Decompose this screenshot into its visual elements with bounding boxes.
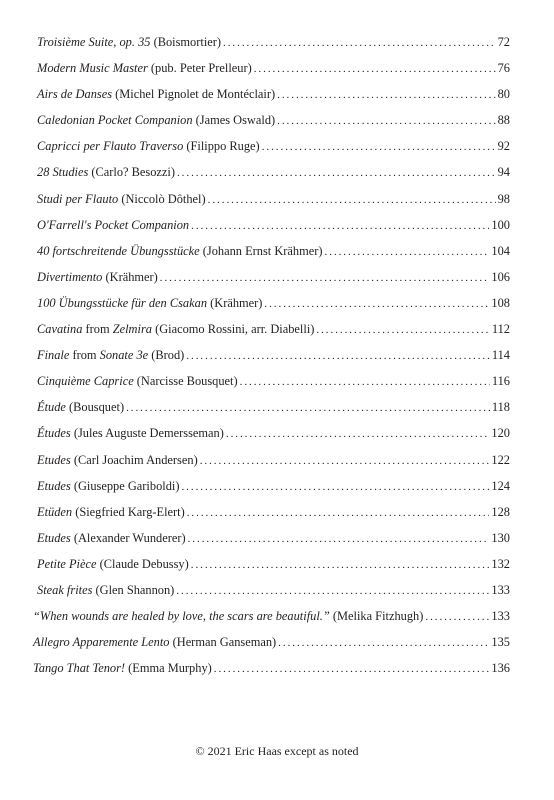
toc-entry-title xyxy=(37,269,158,285)
dot-leader xyxy=(262,139,496,155)
toc-entry-title xyxy=(37,164,175,180)
toc-entry xyxy=(37,425,510,451)
toc-entry-title xyxy=(37,34,221,50)
page-number: 118 xyxy=(491,400,510,415)
work-title: Allegro Apparemente Lento xyxy=(33,635,170,650)
dot-leader xyxy=(223,35,496,51)
dot-leader xyxy=(325,244,490,260)
dot-leader xyxy=(316,322,489,338)
work-credit: (Krähmer) xyxy=(207,295,263,310)
work-title: Capricci per Flauto Traverso xyxy=(37,139,184,154)
toc-entry-title xyxy=(37,556,189,572)
work-title: Steak frites xyxy=(37,582,93,597)
page-number: 133 xyxy=(491,582,510,597)
toc-entry xyxy=(33,608,510,634)
work-title: Caledonian Pocket Companion xyxy=(37,113,193,128)
toc-entry xyxy=(37,269,510,295)
page-number: 88 xyxy=(497,113,510,128)
work-credit: from xyxy=(82,322,113,337)
work-credit: (Carl Joachim Andersen) xyxy=(70,452,198,467)
dot-leader xyxy=(191,557,490,573)
dot-leader xyxy=(214,661,490,677)
work-title: Etüden xyxy=(37,504,73,519)
work-title: Sonate 3e xyxy=(99,348,149,363)
toc-entry xyxy=(37,295,510,321)
toc-entry xyxy=(33,660,510,686)
dot-leader xyxy=(278,635,489,651)
page-number: 100 xyxy=(491,217,510,232)
toc-entry-title xyxy=(33,608,423,624)
work-credit: (James Oswald) xyxy=(192,113,276,128)
page-number: 136 xyxy=(491,661,510,676)
toc-entry xyxy=(37,138,510,164)
toc-entry-title xyxy=(37,399,124,415)
toc-entry-title xyxy=(37,425,224,441)
toc-entry-title xyxy=(37,530,186,546)
page-number: 114 xyxy=(491,348,510,363)
toc-entry xyxy=(37,347,510,373)
toc-entry-title xyxy=(37,478,179,494)
work-credit: (Herman Ganseman) xyxy=(169,635,277,650)
page-number: 104 xyxy=(491,243,510,258)
toc-entry-title xyxy=(37,347,184,363)
work-credit: from xyxy=(69,348,100,363)
page-number: 80 xyxy=(497,87,510,102)
toc-entry xyxy=(37,321,510,347)
toc-entry-title xyxy=(37,191,206,207)
page-number: 130 xyxy=(491,530,510,545)
page-number: 124 xyxy=(491,478,510,493)
work-credit: (Michel Pignolet de Montéclair) xyxy=(112,87,276,102)
page-number: 120 xyxy=(491,426,510,441)
toc-entry xyxy=(37,34,510,60)
dot-leader xyxy=(208,192,496,208)
toc-entry xyxy=(37,556,510,582)
page-number: 122 xyxy=(491,452,510,467)
dot-leader xyxy=(177,165,496,181)
work-title: Studi per Flauto xyxy=(37,191,119,206)
toc-entry xyxy=(37,452,510,478)
copyright-footer: © 2021 Eric Haas except as noted xyxy=(195,744,359,758)
work-credit: (Filippo Ruge) xyxy=(183,139,260,154)
work-credit: (Glen Shannon) xyxy=(92,582,175,597)
page-number: 135 xyxy=(491,635,510,650)
dot-leader xyxy=(277,87,495,103)
dot-leader xyxy=(186,348,490,364)
work-credit: (pub. Peter Prelleur) xyxy=(147,61,252,76)
work-credit: (Boismortier) xyxy=(150,35,222,49)
toc-entry-title xyxy=(37,243,323,259)
work-credit: (Brod) xyxy=(148,348,185,363)
toc-entry-title xyxy=(37,582,174,598)
work-credit: (Johann Ernst Krähmer) xyxy=(199,243,323,258)
toc-entry xyxy=(37,530,510,556)
dot-leader xyxy=(264,296,489,312)
work-title: 40 fortschreitende Übungsstücke xyxy=(37,243,200,258)
work-title: O'Farrell's Pocket Companion xyxy=(37,217,190,232)
toc-entry xyxy=(37,478,510,504)
work-credit: (Carlo? Besozzi) xyxy=(88,165,175,180)
work-title: Zelmira xyxy=(112,322,152,337)
work-title: Etudes xyxy=(37,478,71,493)
work-credit: (Narcisse Bousquet) xyxy=(133,374,238,389)
work-credit: (Jules Auguste Demersseman) xyxy=(70,426,224,441)
toc-entry-title xyxy=(37,452,198,468)
dot-leader xyxy=(188,531,490,547)
work-title: Airs de Danses xyxy=(37,87,113,102)
work-title: Tango That Tenor! xyxy=(33,661,126,676)
toc-entry-title xyxy=(37,86,275,102)
page-number: 106 xyxy=(491,269,510,284)
work-title: Cavatina xyxy=(37,322,83,337)
toc-entry-title xyxy=(37,295,262,311)
dot-leader xyxy=(200,453,490,469)
work-title: Finale xyxy=(37,348,70,363)
work-title: “When wounds are healed by love, the scars are beautiful.” xyxy=(33,609,330,624)
dot-leader xyxy=(126,400,490,416)
work-credit: (Bousquet) xyxy=(65,400,125,415)
dot-leader xyxy=(187,505,490,521)
work-credit: (Krähmer) xyxy=(102,269,158,284)
toc-entry xyxy=(37,217,510,243)
toc-entry xyxy=(37,60,510,86)
toc-entry xyxy=(37,504,510,530)
work-credit: (Alexander Wunderer) xyxy=(70,530,186,545)
work-title: 28 Studies xyxy=(37,165,89,180)
work-title: Divertimento xyxy=(37,269,103,284)
page-number: 128 xyxy=(491,504,510,519)
work-title: Etudes xyxy=(37,530,71,545)
work-credit: (Giuseppe Gariboldi) xyxy=(70,478,180,493)
toc-entry-title xyxy=(37,504,185,520)
work-credit: (Emma Murphy) xyxy=(125,661,212,676)
toc-entry-title xyxy=(33,634,276,650)
work-title: 100 Übungsstücke für den Csakan xyxy=(37,295,208,310)
dot-leader xyxy=(254,61,496,77)
page-number: 94 xyxy=(497,165,510,180)
work-title: Études xyxy=(37,426,71,441)
page-number: 116 xyxy=(491,374,510,389)
work-credit: (Giacomo Rossini, arr. Diabelli) xyxy=(151,322,315,337)
dot-leader xyxy=(277,113,495,129)
page-number: 132 xyxy=(491,556,510,571)
work-title: Etudes xyxy=(37,452,71,467)
toc-entry xyxy=(37,191,510,217)
toc-entry xyxy=(33,634,510,660)
work-title: Modern Music Master xyxy=(37,61,148,76)
dot-leader xyxy=(226,426,490,442)
work-title: Petite Pièce xyxy=(37,556,97,571)
page-number: 76 xyxy=(497,61,510,76)
page-number: 72 xyxy=(497,35,510,49)
dot-leader xyxy=(191,218,489,234)
table-of-contents xyxy=(33,34,510,686)
toc-entry xyxy=(37,582,510,608)
toc-entry-title xyxy=(37,373,238,389)
page-number: 112 xyxy=(491,322,510,337)
page-number: 92 xyxy=(497,139,510,154)
page-number: 133 xyxy=(491,609,510,624)
work-credit: (Melika Fitzhugh) xyxy=(329,609,424,624)
toc-entry xyxy=(37,86,510,112)
toc-entry-title xyxy=(33,660,212,676)
page-number: 108 xyxy=(491,295,510,310)
dot-leader xyxy=(425,609,489,625)
work-title: Étude xyxy=(37,400,66,415)
toc-entry xyxy=(37,164,510,190)
work-credit: (Niccolò Dôthel) xyxy=(118,191,206,206)
dot-leader xyxy=(160,270,490,286)
dot-leader xyxy=(176,583,489,599)
toc-entry-title xyxy=(37,321,314,337)
toc-entry-title xyxy=(37,138,260,154)
toc-entry-title xyxy=(37,112,275,128)
toc-entry xyxy=(37,243,510,269)
dot-leader xyxy=(240,374,490,390)
toc-entry xyxy=(37,399,510,425)
page-number: 98 xyxy=(497,191,510,206)
work-credit: (Siegfried Karg-Elert) xyxy=(72,504,185,519)
work-credit: (Claude Debussy) xyxy=(96,556,189,571)
toc-entry-title xyxy=(37,60,252,76)
work-title: Cinquième Caprice xyxy=(37,374,134,389)
dot-leader xyxy=(181,479,489,495)
toc-entry-title xyxy=(37,217,189,233)
toc-entry xyxy=(37,373,510,399)
work-title: Troisième Suite, op. 35 xyxy=(37,35,151,49)
toc-entry xyxy=(37,112,510,138)
